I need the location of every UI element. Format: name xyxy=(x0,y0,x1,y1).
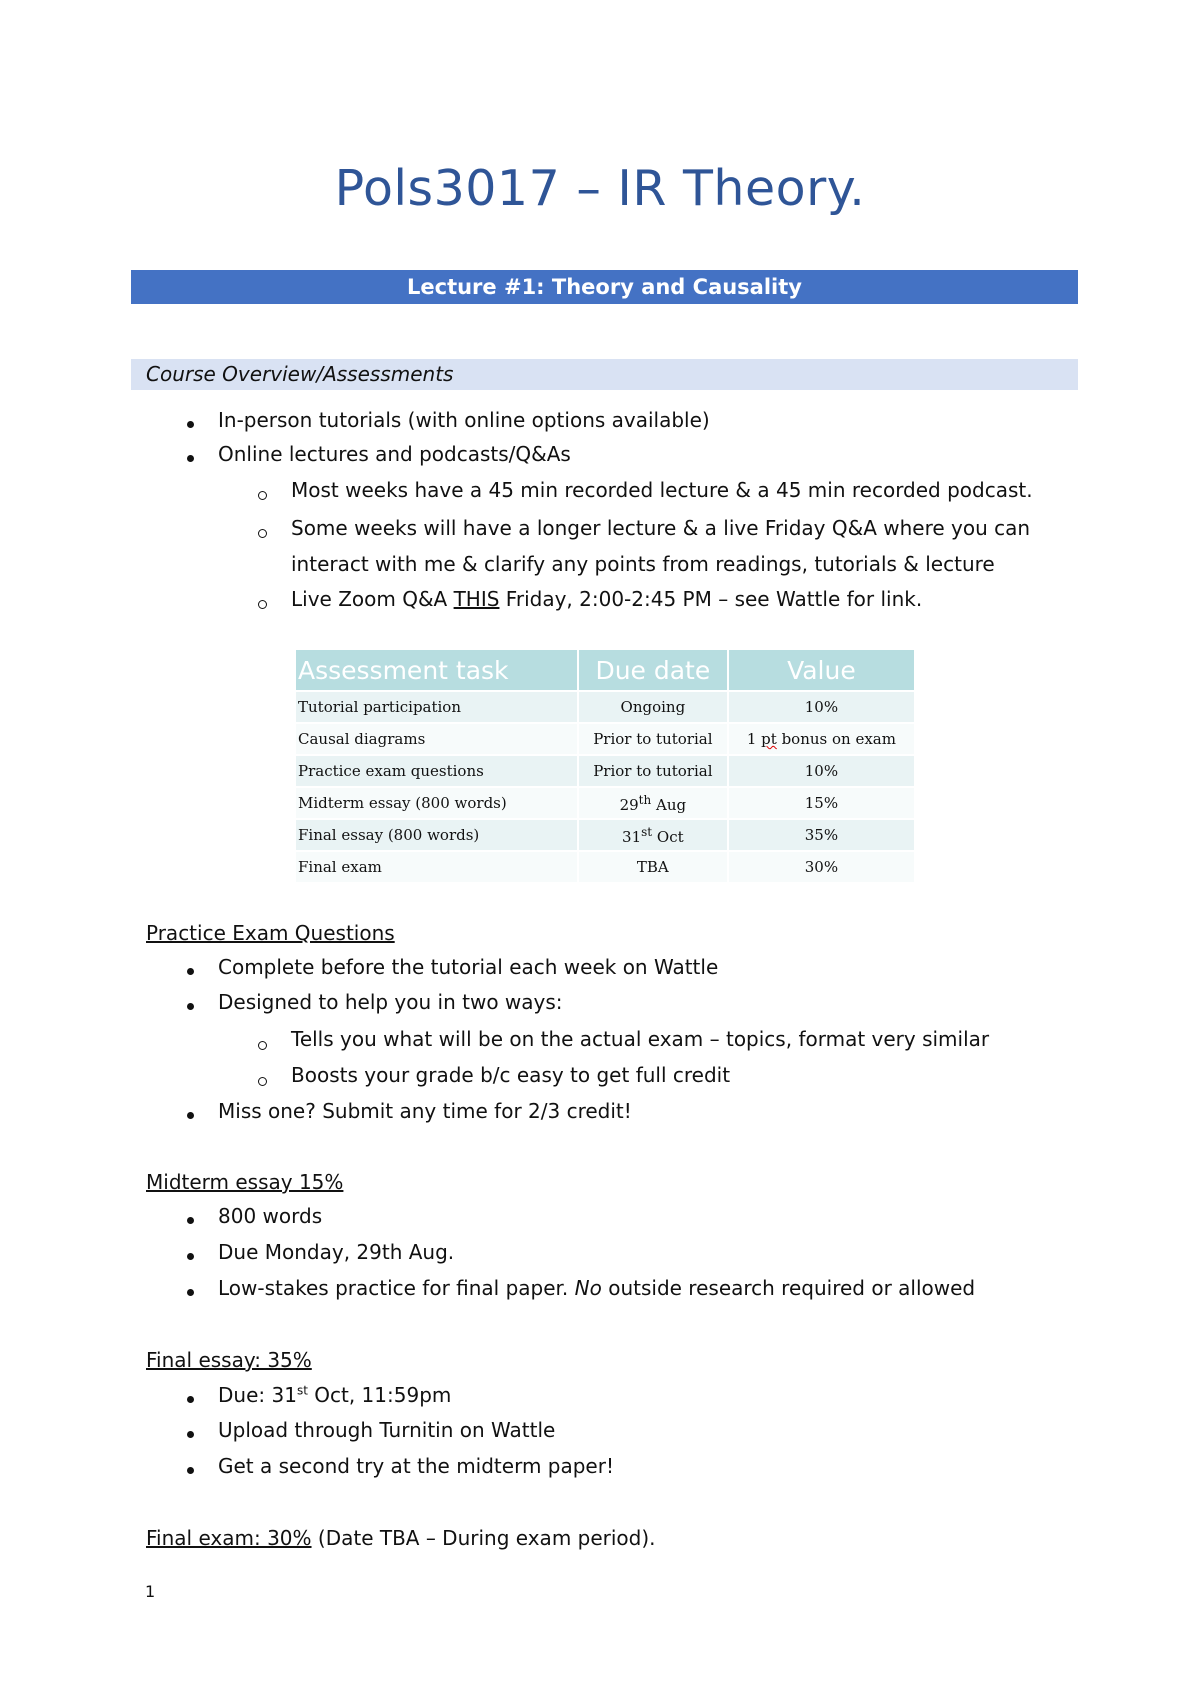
list-item-continuation: interact with me & clarify any points from readings, tutorials & lecture xyxy=(291,552,995,576)
table-cell: 35% xyxy=(728,819,915,851)
assessment-table xyxy=(296,650,916,882)
final-exam-heading: Final exam: 30% xyxy=(146,1526,312,1550)
list-item: Designed to help you in two ways: xyxy=(218,990,563,1014)
list-item: Most weeks have a 45 min recorded lecture & a 45 min recorded podcast. xyxy=(291,478,1033,502)
table-cell: 31st Oct xyxy=(578,819,728,851)
bullet-icon xyxy=(187,1112,194,1119)
table-cell: 29th Aug xyxy=(578,787,728,819)
table-cell: 15% xyxy=(728,787,915,819)
column-header: Assessment task xyxy=(296,650,578,691)
list-item: Online lectures and podcasts/Q&As xyxy=(218,442,571,466)
table-row xyxy=(296,691,915,723)
lecture-heading: Lecture #1: Theory and Causality xyxy=(131,270,1078,304)
table-row xyxy=(296,755,915,787)
bullet-icon xyxy=(187,1467,194,1474)
list-item: Live Zoom Q&A THIS Friday, 2:00-2:45 PM – see Wattle for link. xyxy=(291,587,923,611)
table-cell: Practice exam questions xyxy=(296,755,578,787)
table-cell: Causal diagrams xyxy=(296,723,578,755)
list-item: Low-stakes practice for final paper. No outside research required or allowed xyxy=(218,1276,976,1300)
table-row xyxy=(296,723,915,755)
overview-heading: Course Overview/Assessments xyxy=(131,359,1078,390)
document-title: Pols3017 – IR Theory. xyxy=(334,160,866,217)
list-item: Some weeks will have a longer lecture & a live Friday Q&A where you can xyxy=(291,516,1031,540)
circle-bullet-icon xyxy=(258,491,267,500)
table-cell: Ongoing xyxy=(578,691,728,723)
practice-heading: Practice Exam Questions xyxy=(146,921,395,945)
list-item: Miss one? Submit any time for 2/3 credit! xyxy=(218,1099,632,1123)
list-item: In-person tutorials (with online options available) xyxy=(218,408,710,432)
bullet-icon xyxy=(187,1253,194,1260)
circle-bullet-icon xyxy=(258,600,267,609)
table-cell: 1 pt bonus on exam xyxy=(728,723,915,755)
table-row xyxy=(296,787,915,819)
table-row xyxy=(296,851,915,882)
bullet-icon xyxy=(187,1003,194,1010)
column-header: Due date xyxy=(578,650,728,691)
bullet-icon xyxy=(187,1431,194,1438)
circle-bullet-icon xyxy=(258,1041,267,1050)
midterm-heading: Midterm essay 15% xyxy=(146,1170,344,1194)
circle-bullet-icon xyxy=(258,1077,267,1086)
bullet-icon xyxy=(187,1396,194,1403)
list-item: Get a second try at the midterm paper! xyxy=(218,1454,614,1478)
table-cell: TBA xyxy=(578,851,728,882)
table-cell: 10% xyxy=(728,755,915,787)
page-number: 1 xyxy=(145,1582,156,1601)
bullet-icon xyxy=(187,421,194,428)
list-item: Boosts your grade b/c easy to get full credit xyxy=(291,1063,731,1087)
list-item: Upload through Turnitin on Wattle xyxy=(218,1418,556,1442)
list-item: Due: 31st Oct, 11:59pm xyxy=(218,1383,452,1407)
table-cell: 10% xyxy=(728,691,915,723)
table-row xyxy=(296,819,915,851)
final-exam-line: Final exam: 30% (Date TBA – During exam period). xyxy=(146,1526,656,1550)
list-item: Complete before the tutorial each week on Wattle xyxy=(218,955,719,979)
list-item: Tells you what will be on the actual exam – topics, format very similar xyxy=(291,1027,990,1051)
table-cell: Final exam xyxy=(296,851,578,882)
list-item: 800 words xyxy=(218,1204,323,1228)
table-cell: Tutorial participation xyxy=(296,691,578,723)
table-cell: Final essay (800 words) xyxy=(296,819,578,851)
bullet-icon xyxy=(187,1217,194,1224)
bullet-icon xyxy=(187,968,194,975)
circle-bullet-icon xyxy=(258,529,267,538)
table-cell: Midterm essay (800 words) xyxy=(296,787,578,819)
bullet-icon xyxy=(187,455,194,462)
final-essay-heading: Final essay: 35% xyxy=(146,1348,312,1372)
column-header: Value xyxy=(728,650,915,691)
list-item: Due Monday, 29th Aug. xyxy=(218,1240,455,1264)
table-cell: Prior to tutorial xyxy=(578,723,728,755)
table-cell: Prior to tutorial xyxy=(578,755,728,787)
table-cell: 30% xyxy=(728,851,915,882)
table-header-row xyxy=(296,650,915,691)
bullet-icon xyxy=(187,1289,194,1296)
